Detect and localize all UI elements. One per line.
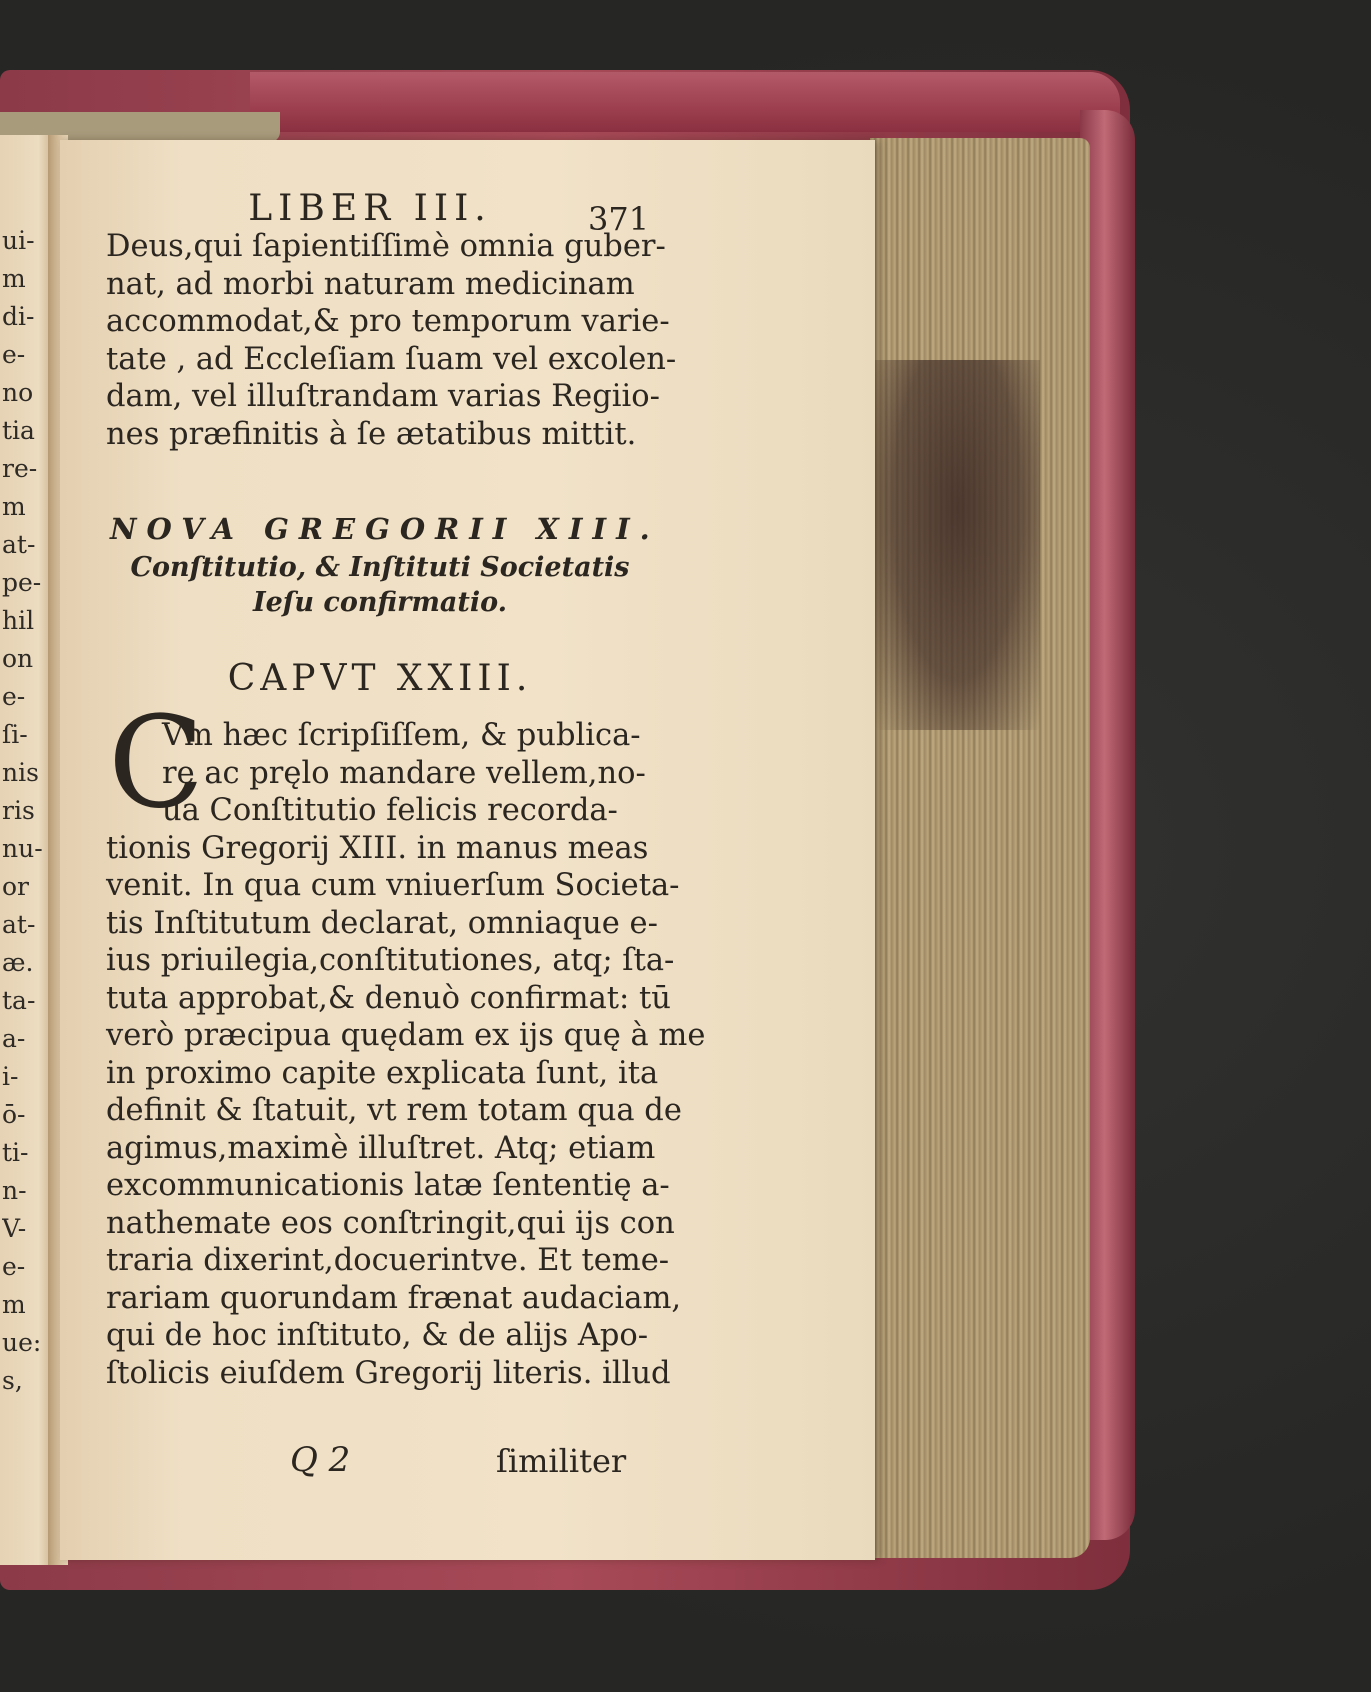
left-fragment: V- (2, 1214, 27, 1243)
left-fragment: tia (2, 416, 35, 445)
text-line: ius priuilegia,conſtitutiones, atq; ſta- (106, 943, 675, 978)
chapter-title: CAPVT XXIII. (227, 658, 533, 699)
left-fragment: di- (2, 302, 35, 331)
text-line: tate , ad Eccleſiam ſuam vel excolen- (106, 341, 677, 377)
left-fragment: m (2, 1290, 26, 1319)
left-fragment: ti- (2, 1138, 29, 1167)
left-fragment: e- (2, 682, 26, 711)
left-fragment: pe- (2, 568, 42, 597)
text-line: re ac pręlo mandare vellem,no- (162, 755, 646, 791)
text-line: nes præfinitis à ſe ætatibus mittit. (106, 416, 637, 452)
left-fragment: e- (2, 340, 26, 369)
text-line: excommunicationis latæ ſententię a- (106, 1168, 670, 1203)
catchword: ſimiliter (496, 1442, 627, 1480)
fore-edge-stain (875, 360, 1040, 730)
heading-line-1: NOVA GREGORII XIII. (110, 512, 660, 546)
text-line: rariam quorundam frænat audaciam, (106, 1280, 682, 1316)
heading-line-2: Conſtitutio, & Inſtituti Societatis (130, 552, 630, 583)
left-fragment: nu- (2, 834, 43, 863)
text-line: definit & ſtatuit, vt rem totam qua de (106, 1093, 682, 1128)
page-fore-edge (870, 138, 1090, 1558)
drop-initial: C (108, 689, 205, 836)
left-fragment: æ. (2, 948, 34, 977)
text-line: ſtolicis eiuſdem Gregorij literis. illud (106, 1355, 671, 1391)
left-fragment: on (2, 644, 34, 673)
text-line: verò præcipua quędam ex ijs quę à me (106, 1018, 706, 1053)
section-heading (110, 512, 660, 618)
text-line: tionis Gregorij XIII. in manus meas (106, 830, 649, 866)
paragraph-1 (106, 228, 677, 453)
text-line: nat, ad morbi naturam medicinam (106, 266, 635, 302)
left-fragment: ris (2, 796, 35, 825)
cover-top-edge (250, 72, 1120, 132)
left-fragment: s, (2, 1366, 23, 1395)
left-fragment: re- (2, 454, 38, 483)
left-fragment: m (2, 492, 26, 521)
text-line: agimus,maximè illuſtret. Atq; etiam (106, 1130, 656, 1166)
left-fragment: n- (2, 1176, 27, 1205)
text-line: dam, vel illuſtrandam varias Regiio- (106, 379, 660, 414)
left-fragment: ſi- (2, 720, 28, 749)
left-fragment: or (2, 872, 30, 901)
text-line: traria dixerint,docuerintve. Et teme- (106, 1243, 670, 1278)
text-line: tis Inſtitutum declarat, omniaque e- (106, 905, 658, 941)
left-fragment: i- (2, 1062, 19, 1091)
text-line: ua Conſtitutio felicis recorda- (162, 793, 618, 828)
running-head: LIBER III. (248, 188, 492, 229)
signature-mark: Q 2 (290, 1440, 351, 1480)
left-fragment: at- (2, 530, 36, 559)
text-line: Deus,qui ſapientiſſimè omnia guber- (106, 229, 666, 264)
left-fragment: a- (2, 1024, 26, 1053)
left-fragment: ō- (2, 1100, 26, 1129)
heading-line-3: Ieſu confirmatio. (252, 587, 508, 618)
left-fragment: ui- (2, 226, 35, 255)
text-line: nathemate eos conſtringit,qui ijs con (106, 1205, 675, 1241)
left-fragment: hil (2, 606, 35, 635)
text-line: Vm hæc ſcripſiſſem, & publica- (162, 718, 641, 753)
folio-number: 371 (588, 200, 650, 238)
text-line: qui de hoc inſtituto, & de alijs Apo- (106, 1318, 649, 1353)
left-fragment: at- (2, 910, 36, 939)
left-page-fragments (2, 222, 54, 1400)
left-fragment: no (2, 378, 34, 407)
left-fragment: nis (2, 758, 39, 787)
left-fragment: e- (2, 1252, 26, 1281)
text-line: accommodat,& pro temporum varie- (106, 304, 670, 339)
left-fragment: ta- (2, 986, 36, 1015)
paragraph-2 (106, 717, 706, 1392)
left-fragment: ue: (2, 1328, 42, 1357)
left-fragment: m (2, 264, 26, 293)
text-line: in proximo capite explicata ſunt, ita (106, 1055, 659, 1091)
text-line: venit. In qua cum vniuerſum Societa- (106, 868, 680, 903)
text-line: tuta approbat,& denuò confirmat: tū (106, 980, 671, 1016)
